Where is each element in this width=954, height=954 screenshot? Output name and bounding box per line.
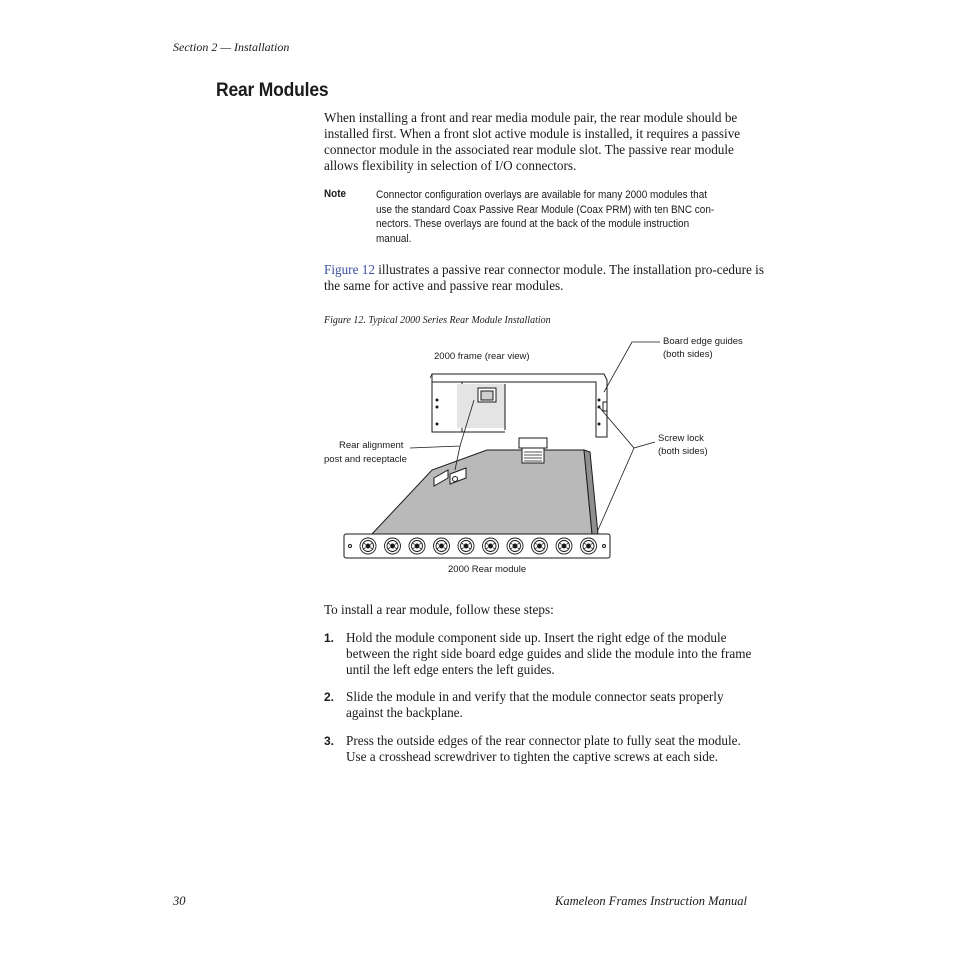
figure-reference-text: illustrates a passive rear connector module. The installation pro-cedure is the same for active and passive rear modules.	[324, 262, 764, 293]
bnc-connector	[360, 538, 376, 554]
rear-module-installation-figure	[320, 332, 760, 582]
step-1-number: 1.	[324, 631, 335, 645]
label-frame-rear-view: 2000 frame (rear view)	[434, 351, 530, 362]
bnc-connector	[532, 538, 548, 554]
figure-caption: Figure 12. Typical 2000 Series Rear Module Installation	[324, 315, 551, 326]
bnc-connector	[556, 538, 572, 554]
bnc-connector	[434, 538, 450, 554]
label-screw-lock: Screw lock	[658, 433, 704, 444]
bnc-connector	[385, 538, 401, 554]
bnc-connector	[581, 538, 597, 554]
frame-rear-view-drawing	[432, 374, 607, 437]
step-1-text: Hold the module component side up. Insert the right edge of the module between the right side board edge guides and slide the module into the frame until the left edge enters the left guides.	[346, 630, 752, 677]
label-post-receptacle: post and receptacle	[324, 454, 407, 465]
page-title: Rear Modules	[216, 80, 329, 101]
section-header: Section 2 — Installation	[173, 40, 290, 54]
step-2-text: Slide the module in and verify that the module connector seats properly against the backplane.	[346, 689, 724, 720]
intro-paragraph: When installing a front and rear media module pair, the rear module should be installed first. When a front slot active module is installed, it requires a passive connector module in the associated rear module slot. The passive rear module allows flexibility in selection of I/O connectors.	[324, 110, 741, 173]
step-3-number: 3.	[324, 734, 335, 748]
label-board-edge-guides: Board edge guides	[663, 336, 743, 347]
footer-manual-title: Kameleon Frames Instruction Manual	[555, 894, 747, 908]
figure-12-link[interactable]: Figure 12	[324, 262, 375, 277]
footer-page-number: 30	[173, 894, 186, 908]
label-board-edge-guides-sides: (both sides)	[663, 349, 713, 360]
bnc-connector	[507, 538, 523, 554]
label-rear-module: 2000 Rear module	[448, 564, 527, 575]
step-3-text: Press the outside edges of the rear connector plate to fully seat the module. Use a crosshead screwdriver to tighten the captive screws at each side.	[346, 733, 741, 764]
step-2-number: 2.	[324, 690, 335, 704]
note-text: Connector configuration overlays are available for many 2000 modules that use the standard Coax Passive Rear Module (Coax PRM) with ten BNC con-nectors. These overlays are found at the back of the module instruction manual.	[376, 189, 715, 245]
steps-intro: To install a rear module, follow these steps:	[324, 602, 554, 617]
bnc-connector	[483, 538, 499, 554]
label-rear-alignment: Rear alignment	[339, 440, 404, 451]
label-screw-lock-sides: (both sides)	[658, 446, 708, 457]
note-label: Note	[324, 188, 347, 200]
figure-reference-paragraph	[324, 262, 764, 294]
bnc-connector	[458, 538, 474, 554]
bnc-connector	[409, 538, 425, 554]
